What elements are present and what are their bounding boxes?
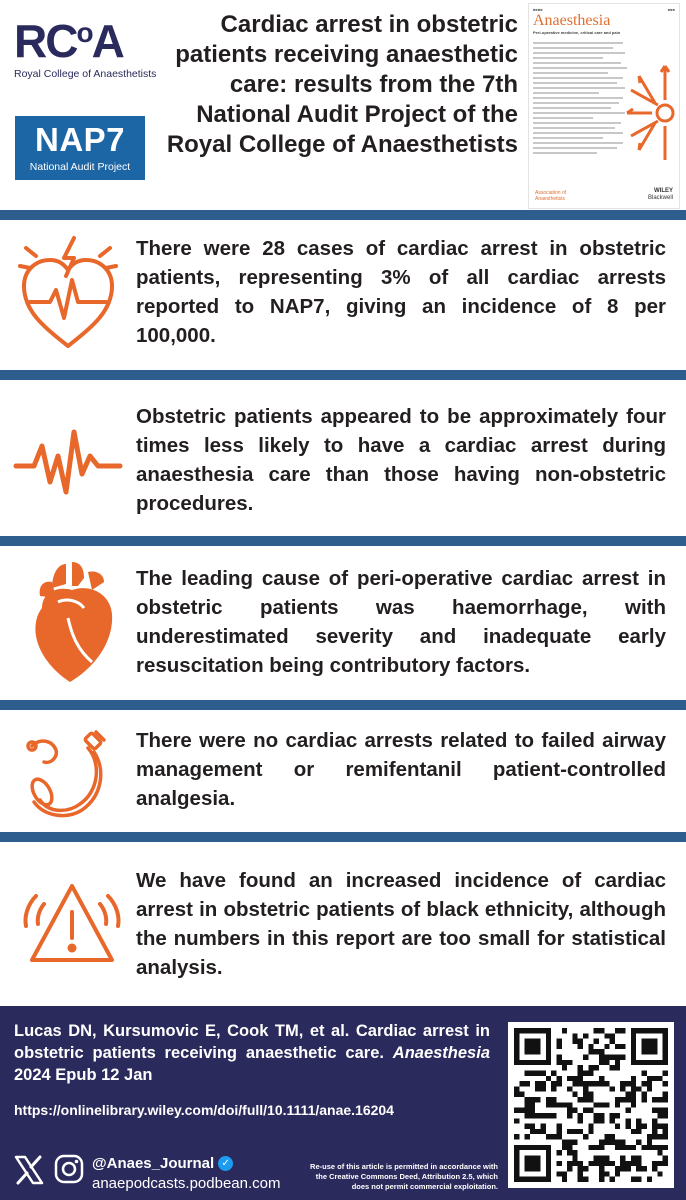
journal-cover-tagline: Peri-operative medicine, critical care and pain: [533, 30, 621, 35]
finding-5: [0, 842, 686, 1006]
journal-cover-contents: [533, 42, 629, 157]
podcast-link[interactable]: anaepodcasts.podbean.com: [92, 1175, 281, 1192]
finding-1: [0, 220, 686, 370]
twitter-handle-text: @Anaes_Journal: [92, 1155, 215, 1172]
rcoa-mark: RC o A: [14, 15, 123, 67]
finding-2: [0, 380, 686, 536]
qr-code[interactable]: [508, 1022, 674, 1188]
doi-link[interactable]: https://onlinelibrary.wiley.com/doi/full/10.1111/anae.16204: [14, 1102, 394, 1118]
twitter-handle[interactable]: [92, 1155, 233, 1172]
footer: [0, 1006, 686, 1200]
x-logo-icon[interactable]: [12, 1153, 46, 1187]
journal-cover-header: ■■■■ ■■■: [533, 7, 675, 12]
finding-3: [0, 546, 686, 700]
endotracheal-tube-icon: [22, 724, 122, 820]
rcoa-subtitle: Royal College of Anaesthetists: [14, 68, 157, 80]
finding-text: The leading cause of peri-operative cardiac arrest in obstetric patients was haemorrhage, with underestimated severity and inadequate early resuscitation being contributory factors.: [136, 567, 666, 677]
anatomical-heart-icon: [22, 558, 122, 686]
finding-text: There were no cardiac arrests related to failed airway management or remifentanil patient-controlled analgesia.: [136, 729, 666, 810]
journal-sunburst-icon: [625, 58, 680, 168]
journal-cover-publisher-sub: Blackwell: [647, 195, 673, 201]
section-divider: [0, 210, 686, 220]
journal-cover: [528, 3, 680, 209]
journal-cover-name: Anaesthesia: [533, 12, 611, 29]
finding-4: [0, 710, 686, 832]
nap7-subtitle: National Audit Project: [29, 161, 131, 173]
header: [0, 0, 686, 210]
journal-cover-publisher: [648, 188, 673, 202]
rcoa-logo: [14, 15, 157, 80]
journal-cover-publisher-name: WILEY: [654, 188, 673, 194]
verified-badge-icon: ✓: [218, 1156, 233, 1171]
finding-text: Obstetric patients appeared to be approximately four times less likely to have a cardiac arrest during anaesthesia care than those having non-obstetric procedures.: [136, 405, 666, 515]
page-title: Cardiac arrest in obstetric patients receiving anaesthetic care: results from the 7th National Audit Project of the Royal College of Anaesthetists: [166, 11, 518, 158]
section-divider: [0, 832, 686, 842]
citation: [14, 1020, 490, 1086]
citation-authors: Lucas DN, Kursumovic E, Cook TM, et al. Cardiac arrest in obstetric patients receiving anaesthetic care.: [14, 1022, 490, 1062]
instagram-logo-icon[interactable]: [54, 1154, 84, 1184]
license-notice: Re-use of this article is permitted in accordance with the Creative Commons Deed, Attribution 2.5, which does not permit commercial exploitation.: [310, 1162, 498, 1191]
ecg-line-icon: [12, 426, 124, 496]
section-divider: [0, 700, 686, 710]
qr-code-pattern: [514, 1028, 668, 1182]
warning-alarm-icon: [14, 876, 130, 976]
nap7-mark: NAP7: [34, 121, 126, 158]
section-divider: [0, 370, 686, 380]
heart-rate-icon: [12, 234, 124, 354]
finding-text: We have found an increased incidence of cardiac arrest in obstetric patients of black ethnicity, although the numbers in this report are too small for statistical analysis.: [136, 869, 666, 979]
citation-journal: Anaesthesia: [392, 1044, 490, 1062]
section-divider: [0, 536, 686, 546]
citation-detail: 2024 Epub 12 Jan: [14, 1066, 153, 1084]
journal-cover-association: Association of Anaesthetists: [535, 190, 567, 202]
finding-text: There were 28 cases of cardiac arrest in obstetric patients, representing 3% of all cardiac arrests reported to NAP7, giving an incidence of 8 per 100,000.: [136, 237, 666, 347]
nap7-logo: [15, 116, 145, 180]
